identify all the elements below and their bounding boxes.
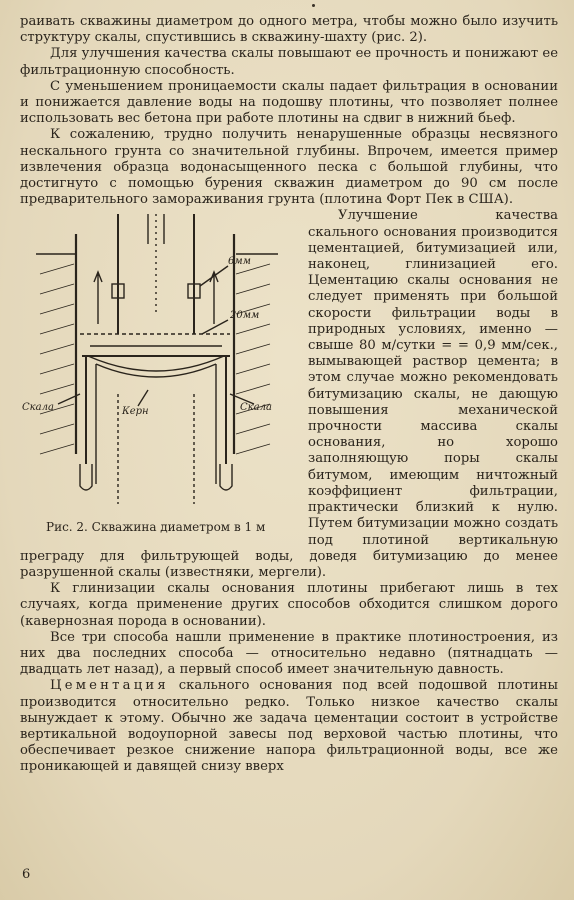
- paragraph-3: С уменьшением проницаемости скалы падает фильтрация в основании и понижается давление воды на подошву плотины, что позволяет полнее использовать вес бетона при работе плотины на сдвиг в нижний бьеф.: [20, 78, 558, 127]
- paragraph-4-text: К сожалению, трудно получить ненарушенные образцы несвязного нескального грунта со значительной глубины. Впрочем, имеется пример извлечения образца водонасыщенного песка с большой глубины, что достигнуто с помощью бурения скважин диаметром до 90 см после предварительного замораживания грунта (плотина Форт Пек в США).: [20, 127, 558, 208]
- paragraph-6: К глинизации скалы основания плотины прибегают лишь в тех случаях, когда применение других способов обходится слишком дорого (кавернозная порода в основании).: [20, 581, 558, 629]
- page-number: 6: [22, 867, 31, 882]
- borehole-diagram: [18, 214, 298, 514]
- figure-borehole: [18, 214, 298, 544]
- figure-caption: Рис. 2. Скважина диаметром в 1 м: [46, 520, 266, 535]
- label-skala-right: Скала: [240, 402, 272, 414]
- paragraph-4: [20, 127, 558, 208]
- speck: [312, 4, 315, 7]
- paragraph-5: Улучшение качества скального основания производится цементацией, битумизацией или, наконец, глинизацией его. Цементацию скалы основания не следует применять при большой скорости фильтрации воды в природных условиях, именно — свыше 80 м/сутки = = 0,9 мм/сек., вымывающей раствор цемента; в этом случае можно рекомендовать битумизацию скалы, не дающую повышения механической прочности массива скалы основания, но хорошо заполняющую поры скалы битумом, имеющим ничтожный коэффициент фильтрации, практически близкий к нулю. Путем битумизации можно создать под плотиной вертикальную преграду для фильтрующей воды, доведя битумизацию до менее разрушенной скалы (известняки, мергели).: [20, 208, 558, 580]
- label-20mm: 20мм: [230, 310, 260, 322]
- label-kern: Керн: [122, 406, 149, 418]
- label-skala-left: Скала: [22, 402, 54, 414]
- label-6mm: 6мм: [228, 256, 251, 268]
- paragraph-2: Для улучшения качества скалы повышают ее прочность и понижают ее фильтрационную способность.: [20, 46, 558, 78]
- paragraph-8: [20, 678, 558, 775]
- paragraph-8-text: скального основания под всей подошвой плотины производится относительно редко. Только низкое качество скалы вынуждает к этому. Обычно же задача цементации состоит в устройстве вертикальной водоупорной завесы под верховой частью плотины, что обеспечивает резкое снижение напора фильтрационной воды, все же проникающей и давящей снизу вверх: [20, 678, 558, 775]
- spaced-word: Цементация: [50, 678, 169, 694]
- paragraph-7: Все три способа нашли применение в практике плотиностроения, из них два последних способа — относительно недавно (пятнадцать — двадцать лет назад), а первый способ имеет значительную давность.: [20, 629, 558, 678]
- paragraph-1: раивать скважины диаметром до одного метра, чтобы можно было изучить структуру скалы, спустившись в скважину-шахту (рис. 2).: [20, 14, 558, 46]
